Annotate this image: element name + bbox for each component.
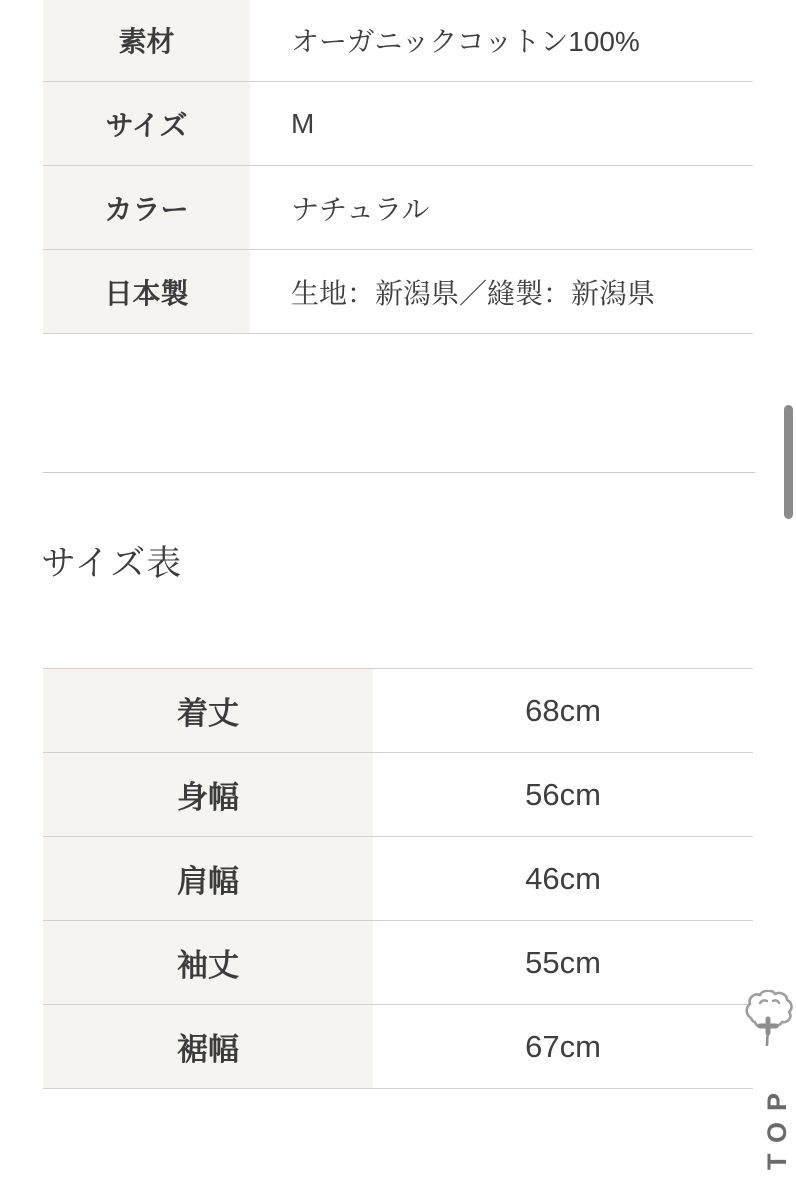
size-label-length: 着丈 [43, 669, 373, 752]
spec-value-material: オーガニックコットン100% [250, 0, 753, 81]
size-value-length: 68cm [373, 669, 753, 752]
product-spec-table [43, 0, 753, 334]
section-divider [43, 472, 755, 473]
spec-label-made-in-japan: 日本製 [43, 250, 250, 333]
size-label-sleeve-length: 袖丈 [43, 921, 373, 1004]
table-row [43, 837, 753, 921]
spec-label-size: サイズ [43, 82, 250, 165]
table-row [43, 1005, 753, 1089]
size-value-body-width: 56cm [373, 753, 753, 836]
spec-value-color: ナチュラル [250, 166, 753, 249]
size-label-shoulder-width: 肩幅 [43, 837, 373, 920]
size-value-hem-width: 67cm [373, 1005, 753, 1088]
spec-value-size: M [250, 82, 753, 165]
back-to-top-button[interactable] [738, 988, 796, 1188]
table-row [43, 82, 753, 166]
spec-label-material: 素材 [43, 0, 250, 81]
size-label-body-width: 身幅 [43, 753, 373, 836]
table-row [43, 250, 753, 334]
scrollbar-thumb[interactable] [784, 405, 793, 519]
spec-label-color: カラー [43, 166, 250, 249]
size-value-sleeve-length: 55cm [373, 921, 753, 1004]
spec-value-made-in-japan: 生地：新潟県／縫製：新潟県 [250, 250, 753, 333]
back-to-top-label[interactable]: TOP [762, 1081, 792, 1170]
size-label-hem-width: 裾幅 [43, 1005, 373, 1088]
table-row [43, 166, 753, 250]
cotton-plant-icon [742, 990, 794, 1046]
table-row [43, 753, 753, 837]
table-row [43, 0, 753, 82]
table-row [43, 669, 753, 753]
size-value-shoulder-width: 46cm [373, 837, 753, 920]
table-row [43, 921, 753, 1005]
size-chart-heading: サイズ表 [41, 544, 183, 583]
size-chart-table [43, 668, 753, 1089]
